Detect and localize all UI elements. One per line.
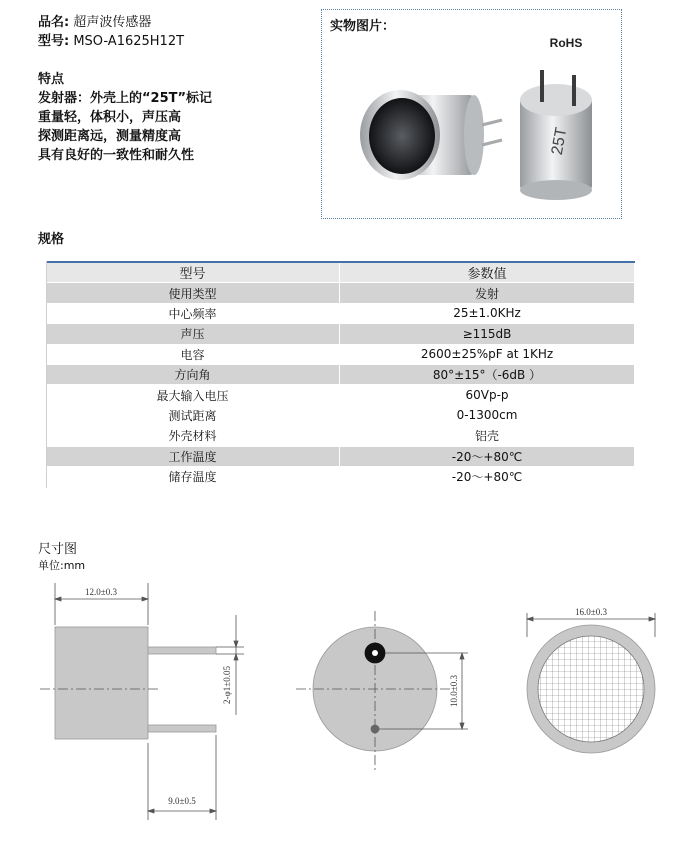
product-model	[38, 32, 184, 51]
table-row	[46, 385, 635, 405]
spec-key: 外壳材料	[46, 426, 340, 446]
rohs-logo-icon	[549, 34, 583, 52]
table-row	[46, 466, 635, 486]
dim-side-width: 12.0±0.3	[85, 587, 117, 597]
side-view	[40, 583, 244, 820]
feature-item: 探测距离远，测量精度高	[38, 129, 182, 144]
table-row	[46, 364, 635, 384]
column-header-value: 参数值	[340, 262, 635, 283]
product-name-value: 超声波传感器	[69, 15, 152, 30]
spec-table	[46, 261, 635, 487]
specs-heading: 规格	[38, 232, 65, 247]
feature-item: 发射器：外壳上的“25T”标记	[38, 91, 213, 106]
dimension-drawing	[0, 575, 685, 845]
table-row	[46, 283, 635, 303]
spec-value: 80°±15°（-6dB ）	[340, 364, 635, 384]
column-header-model: 型号	[46, 262, 340, 283]
spec-key: 中心频率	[46, 303, 340, 323]
features-heading: 特点	[38, 72, 65, 87]
spec-value: 2600±25%pF at 1KHz	[340, 344, 635, 364]
spec-key: 测试距离	[46, 405, 340, 425]
photo-marking: 25T	[548, 126, 571, 157]
table-row	[46, 405, 635, 425]
photo-title: 实物图片：	[330, 19, 396, 34]
spec-key: 最大输入电压	[46, 385, 340, 405]
spec-key: 使用类型	[46, 283, 340, 303]
table-row	[46, 324, 635, 344]
spec-key: 储存温度	[46, 466, 340, 486]
spec-key: 电容	[46, 344, 340, 364]
table-header-row	[46, 262, 635, 283]
spec-value: 60Vp-p	[340, 385, 635, 405]
dimensions-heading: 尺寸图	[38, 542, 78, 557]
feature-item: 重量轻，体积小，声压高	[38, 110, 182, 125]
spec-key: 方向角	[46, 364, 340, 384]
dimensions-unit: 单位:mm	[38, 559, 86, 572]
dim-diameter: 16.0±0.3	[575, 607, 607, 617]
spec-value: 0-1300cm	[340, 405, 635, 425]
back-view	[296, 611, 468, 771]
feature-item: 具有良好的一致性和耐久性	[38, 148, 195, 163]
front-view	[527, 613, 655, 753]
table-row	[46, 446, 635, 466]
table-left-border	[46, 261, 47, 488]
spec-value: 铝壳	[340, 426, 635, 446]
sensor-photo-icon	[352, 70, 602, 210]
spec-value: ≥115dB	[340, 324, 635, 344]
table-row	[46, 344, 635, 364]
spec-value: -20～+80℃	[340, 466, 635, 486]
dim-pin-dia: 2-φ1±0.05	[222, 666, 232, 704]
product-model-value: MSO-A1625H12T	[69, 34, 185, 49]
product-name-label: 品名:	[38, 15, 70, 30]
rohs-text: RoHS	[549, 36, 583, 50]
spec-value: 发射	[340, 283, 635, 303]
dim-pin-spacing: 10.0±0.3	[449, 675, 459, 707]
spec-key: 工作温度	[46, 446, 340, 466]
table-row	[46, 303, 635, 323]
dim-pin-len: 9.0±0.5	[168, 796, 196, 806]
spec-value: -20～+80℃	[340, 446, 635, 466]
product-name	[38, 13, 151, 32]
table-row	[46, 426, 635, 446]
product-photo-box	[321, 9, 622, 219]
spec-value: 25±1.0KHz	[340, 303, 635, 323]
spec-key: 声压	[46, 324, 340, 344]
product-model-label: 型号:	[38, 34, 70, 49]
